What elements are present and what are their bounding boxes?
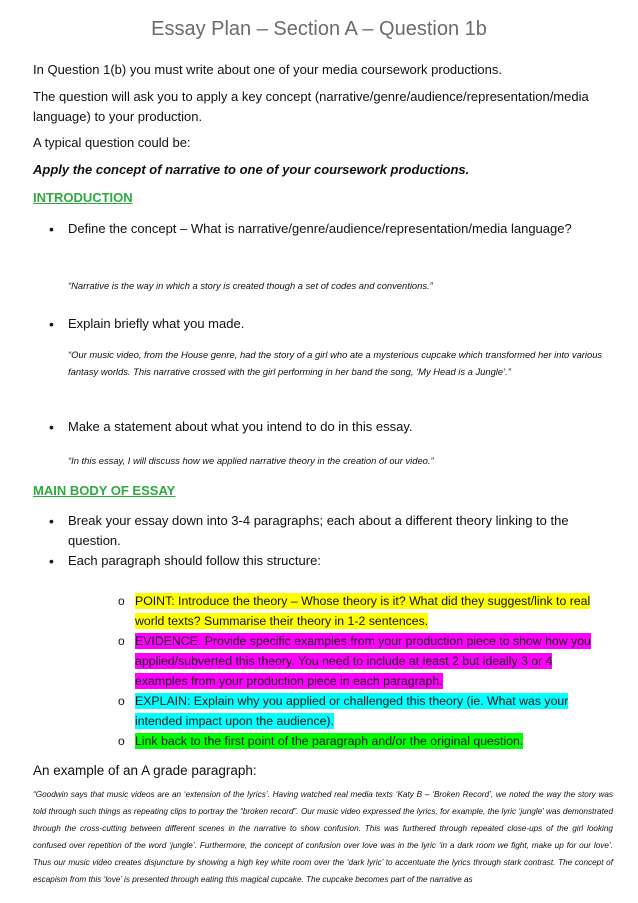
intro-item-3: Make a statement about what you intend to do in this essay.: [68, 419, 413, 434]
structure-point: [135, 591, 605, 631]
bullet-icon: •: [49, 513, 54, 529]
page-title: Essay Plan – Section A – Question 1b: [151, 18, 487, 40]
intro-quote-2: “Our music video, from the House genre, had the story of a girl who ate a mysterious cupcake which transformed her into various fantasy worlds. This narrative crossed with the girl performing in her band the song, ‘My Head is a Jungle’.”: [68, 349, 603, 377]
example-question: Apply the concept of narrative to one of your coursework productions.: [33, 162, 470, 177]
circle-bullet-icon: o: [118, 594, 125, 608]
main-body-item-2: Each paragraph should follow this structure:: [68, 553, 321, 568]
structure-link-text: Link back to the first point of the paragraph and/or the original question.: [135, 734, 524, 748]
main-body-item-1: Break your essay down into 3-4 paragraphs; each about a different theory linking to the question.: [68, 513, 569, 548]
intro-quote-1: “Narrative is the way in which a story is created though a set of codes and conventions.”: [68, 280, 433, 291]
structure-explain-text: EXPLAIN: Explain why you applied or challenged this theory (ie. What was your intended impact upon the audience).: [135, 694, 569, 728]
example-heading: An example of an A grade paragraph:: [33, 763, 257, 778]
structure-point-text: POINT: Introduce the theory – Whose theory is it? What did they suggest/link to real world texts? Summarise their theory in 1-2 sentences.: [135, 594, 591, 628]
main-body-heading: MAIN BODY OF ESSAY: [33, 483, 176, 498]
intro-item-2: Explain briefly what you made.: [68, 316, 245, 331]
structure-link: [135, 731, 605, 751]
bullet-icon: •: [49, 553, 54, 569]
circle-bullet-icon: o: [118, 734, 125, 748]
structure-evidence-text: EVIDENCE. Provide specific examples from your production piece to show how you applied/subverted this theory. You need to include at least 2 but ideally 3 or 4 examples from your production piece in each paragraph.: [135, 634, 591, 688]
bullet-icon: •: [49, 221, 54, 237]
bullet-icon: •: [49, 419, 54, 435]
intro-quote-3: “In this essay, I will discuss how we applied narrative theory in the creation of our video.”: [68, 455, 434, 466]
structure-evidence: [135, 631, 605, 691]
introduction-heading: INTRODUCTION: [33, 190, 133, 205]
example-paragraph: “Goodwin says that music videos are an ‘extension of the lyrics’. Having watched real media texts ‘Katy B – ‘Broken Record’, we noted the way the story was told through such things as repeating clips to portray the “broken record”. Our music video expressed the lyrics, for example, the lyric ‘jungle’ was demonstrated through the cross-cutting between different scenes in the narrative to show confusion. This was furthered through repeated close-ups of the girl looking confused over repetition of the word ‘jungle’. Furthermore, the concept of confusion over love was in the lyric ‘in a dark room we fight, make up for our love’. Thus our music video creates disjuncture by showing a high key white room over the ‘dark lyric’ to accentuate the lyrics through stark contrast. The concept of escapism from this ‘love’ is presented through eating this magical cupcake. The cupcake becomes part of the narrative as: [33, 790, 613, 884]
intro-line-3: A typical question could be:: [33, 135, 191, 150]
intro-line-1: In Question 1(b) you must write about one of your media coursework productions.: [33, 62, 502, 77]
circle-bullet-icon: o: [118, 694, 125, 708]
structure-explain: [135, 691, 605, 731]
circle-bullet-icon: o: [118, 634, 125, 648]
intro-line-2: The question will ask you to apply a key concept (narrative/genre/audience/representation/media language) to your production.: [33, 89, 589, 124]
intro-item-1: Define the concept – What is narrative/genre/audience/representation/media language?: [68, 221, 572, 236]
bullet-icon: •: [49, 316, 54, 332]
